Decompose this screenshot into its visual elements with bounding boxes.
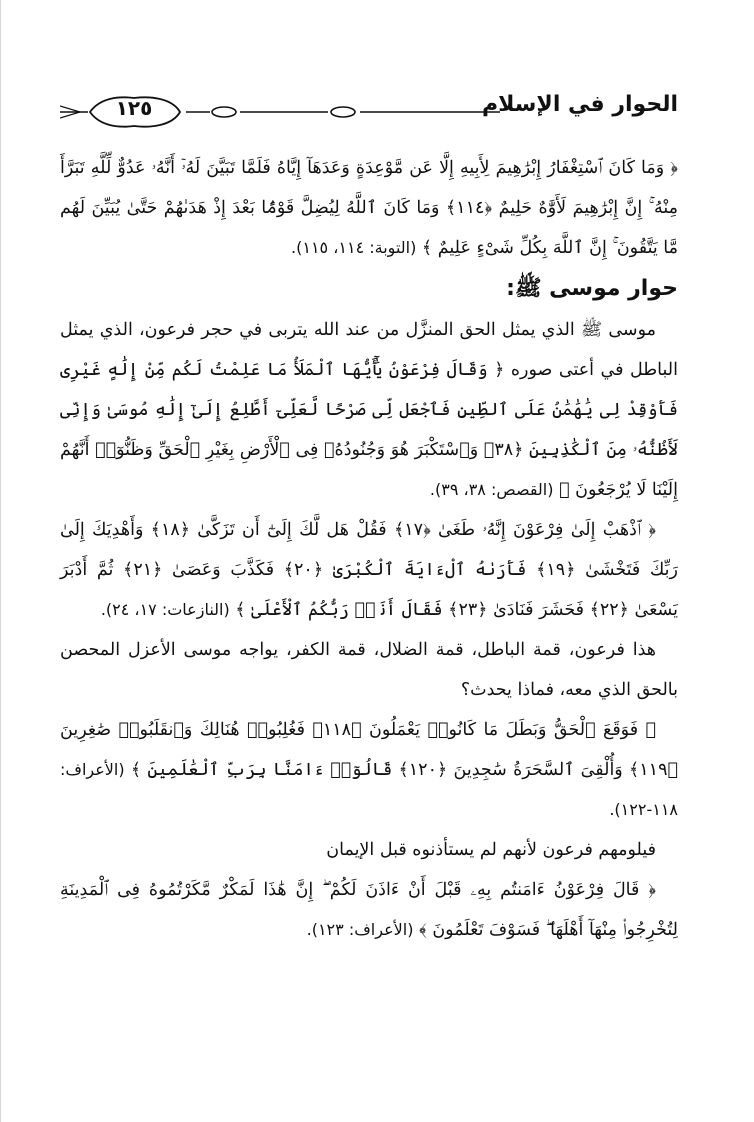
running-header xyxy=(60,78,678,148)
quran-verse: ﴿ قَالَ فِرْعَوْنُ ءَامَنتُم بِهِۦ قَبْلَ أَنْ ءَاذَنَ لَكُمْ ۖ إِنَّ هَٰذَا لَمَكْرٌ مَّكَرْتُمُوهُ فِى ٱلْمَدِينَةِ لِتُخْرِجُوا۟ مِنْهَآ أَهْلَهَا ۖ فَسَوْفَ تَعْلَمُونَ ﴾ xyxy=(60,880,678,940)
verse-reference: (الأعراف: ١١٨-١٢٢). xyxy=(60,760,678,819)
quran-verse: ﴿ وَمَا كَانَ ٱسْتِغْفَارُ إِبْرَٰهِيمَ لِأَبِيهِ إِلَّا عَن مَّوْعِدَةٍ وَعَدَهَآ إِيَّاهُ فَلَمَّا تَبَيَّنَ لَهُۥٓ أَنَّهُۥ عَدُوٌّ لِّلَّهِ تَبَرَّأَ مِنْهُ ۚ إِنَّ إِبْرَٰهِيمَ لَأَوَّٰهٌ حَلِيمٌ ﴿١١٤﴾ وَمَا كَانَ ٱللَّهُ لِيُضِلَّ قَوْمًۢا بَعْدَ إِذْ هَدَىٰهُمْ حَتَّىٰ يُبَيِّنَ لَهُم مَّا يَتَّقُونَ ۚ إِنَّ ٱللَّهَ بِكُلِّ شَىْءٍ عَلِيمٌ ﴾ xyxy=(60,158,678,258)
quran-verse: ﴿ وَقَالَ فِرْعَوْنُ يَٰٓأَيُّهَا ٱلْمَلَأُ مَا عَلِمْتُ لَكُم مِّنْ إِلَٰهٍ غَيْرِى فَأَوْقِدْ لِى يَٰهَٰمَٰنُ عَلَى ٱلطِّينِ فَٱجْعَل لِّى صَرْحًا لَّعَلِّىٓ أَطَّلِعُ إِلَىٰٓ إِلَٰهِ مُوسَىٰ وَإِنِّى لَأَظُنُّهُۥ مِنَ ٱلْكَٰذِبِينَ ﴿٣٨﴾ وَٱسْتَكْبَرَ هُوَ وَجُنُودُهُۥ فِى ٱلْأَرْضِ بِغَيْرِ ٱلْحَقِّ وَظَنُّوٓا۟ أَنَّهُمْ إِلَيْنَا لَا يُرْجَعُونَ ﴾ xyxy=(60,360,678,500)
verse-reference: (الأعراف: ١٢٣). xyxy=(306,920,414,939)
header-title: الحوار في الإسلام xyxy=(481,92,678,117)
paragraph-tawbah xyxy=(60,148,678,268)
verse-reference: (القصص: ٣٨، ٣٩). xyxy=(429,480,554,499)
verse-reference: (التوبة: ١١٤، ١١٥). xyxy=(291,238,417,257)
page-number: ١٢٥ xyxy=(115,96,153,120)
quran-verse: ﴿ فَوَقَعَ ٱلْحَقُّ وَبَطَلَ مَا كَانُوا۟ يَعْمَلُونَ ﴿١١٨﴾ فَغُلِبُوا۟ هُنَالِكَ وَٱنقَلَبُوا۟ صَٰغِرِينَ ﴿١١٩﴾ وَأُلْقِىَ ٱلسَّحَرَةُ سَٰجِدِينَ ﴿١٢٠﴾ قَالُوٓا۟ ءَامَنَّا بِرَبِّ ٱلْعَٰلَمِينَ ﴾ xyxy=(60,720,678,780)
paragraph-pharaoh: هذا فرعون، قمة الباطل، قمة الضلال، قمة الكفر، يواجه موسى الأعزل المحصن بالحق الذي معه، فماذا يحدث؟ xyxy=(60,640,678,700)
paragraph-musa-intro xyxy=(60,310,678,510)
scan-edge-line xyxy=(0,0,1,1122)
verse-reference: (النازعات: ١٧، ٢٤). xyxy=(100,600,230,619)
body-text: موسى ﷺ الذي يمثل الحق المنزَّل من عند الله يتربى في حجر فرعون، الذي يمثل الباطل في أعتى صوره xyxy=(60,320,678,380)
quran-verse: ﴿ ٱذْهَبْ إِلَىٰ فِرْعَوْنَ إِنَّهُۥ طَغَىٰ ﴿١٧﴾ فَقُلْ هَل لَّكَ إِلَىٰٓ أَن تَزَكَّىٰ ﴿١٨﴾ وَأَهْدِيَكَ إِلَىٰ رَبِّكَ فَتَخْشَىٰ ﴿١٩﴾ فَأَرَىٰهُ ٱلْءَايَةَ ٱلْكُبْرَىٰ ﴿٢٠﴾ فَكَذَّبَ وَعَصَىٰ ﴿٢١﴾ ثُمَّ أَدْبَرَ يَسْعَىٰ ﴿٢٢﴾ فَحَشَرَ فَنَادَىٰ ﴿٢٣﴾ فَقَالَ أَنَا۠ رَبُّكُمُ ٱلْأَعْلَىٰ ﴾ xyxy=(60,520,679,620)
paragraph-blame: فيلومهم فرعون لأنهم لم يستأذنوه قبل الإيمان xyxy=(326,840,656,860)
paragraph-araf-1 xyxy=(60,710,678,830)
section-heading: حوار موسى ﷺ: xyxy=(506,276,678,301)
paragraph-araf-2 xyxy=(60,870,678,950)
paragraph-naziat xyxy=(60,510,678,630)
book-page xyxy=(60,78,678,950)
